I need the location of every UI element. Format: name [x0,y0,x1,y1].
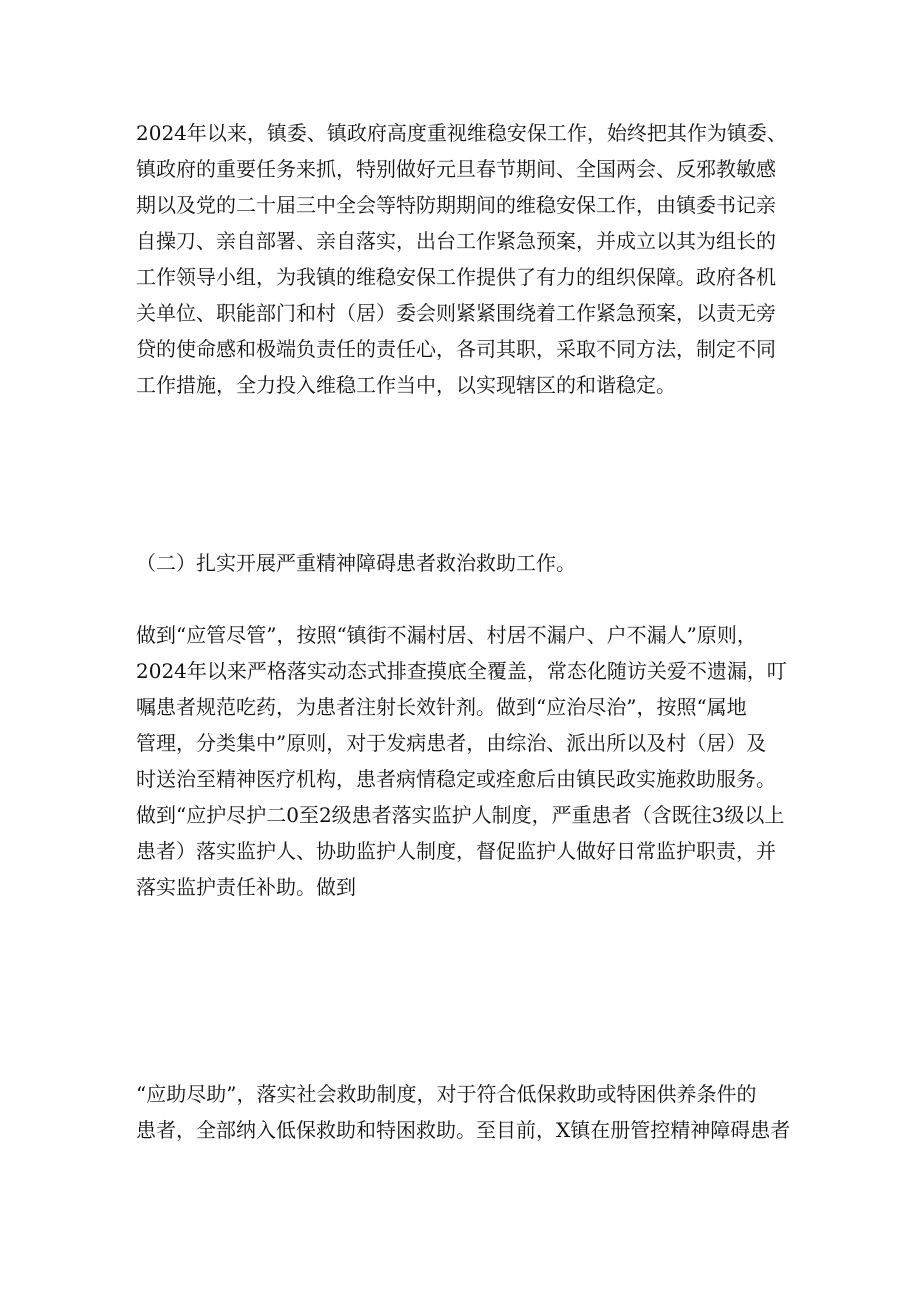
text-line: 落实监护责任补助。做到 [136,875,356,899]
text-line: 镇政府的重要任务来抓，特别做好元旦春节期间、全国两会、反邪教敏感 [136,157,776,181]
paragraph-stability-work [136,115,796,403]
text-line: 自操刀、亲自部署、亲自落实，出台工作紧急预案，并成立以其为组长的 [136,229,776,253]
text-line: 管理，分类集中”原则，对于发病患者，由综治、派出所以及村（居）及 [136,731,767,755]
text-line: 工作措施，全力投入维稳工作当中，以实现辖区的和谐稳定。 [136,373,676,397]
text-line: 2024年以来严格落实动态式排查摸底全覆盖，常态化随访关爱不遗漏，叮 [136,659,787,683]
text-line: “应助尽助”，落实社会救助制度，对于符合低保救助或特困供养条件的 [136,1082,757,1106]
section-heading [136,545,796,581]
text-line: 关单位、职能部门和村（居）委会则紧紧围绕着工作紧急预案，以责无旁 [136,301,776,325]
paragraph-social-assistance [136,1076,796,1148]
text-line: 期以及党的二十届三中全会等特防期期间的维稳安保工作，由镇委书记亲 [136,193,776,217]
text-line: 2024年以来，镇委、镇政府高度重视维稳安保工作，始终把其作为镇委、 [136,121,787,145]
text-line: 患者，全部纳入低保救助和特困救助。至目前，X镇在册管控精神障碍患者 [136,1118,791,1142]
text-line: 患者）落实监护人、协助监护人制度，督促监护人做好日常监护职责，并 [136,839,776,863]
text-line: 嘱患者规范吃药，为患者注射长效针剂。做到“应治尽治”，按照“属地 [136,695,747,719]
heading-text: （二）扎实开展严重精神障碍患者救治救助工作。 [136,551,576,575]
text-line: 时送治至精神医疗机构，患者病情稳定或痊愈后由镇民政实施救助服务。 [136,767,776,791]
text-line: 贷的使命感和极端负责任的责任心，各司其职，采取不同方法，制定不同 [136,337,776,361]
text-line: 做到“应管尽管”，按照“镇街不漏村居、村居不漏户、户不漏人”原则， [136,623,757,647]
text-line: 工作领导小组，为我镇的维稳安保工作提供了有力的组织保障。政府各机 [136,265,776,289]
text-line: 做到“应护尽护二0至2级患者落实监护人制度，严重患者（含既往3级以上 [136,803,785,827]
paragraph-mental-health-management [136,617,796,905]
